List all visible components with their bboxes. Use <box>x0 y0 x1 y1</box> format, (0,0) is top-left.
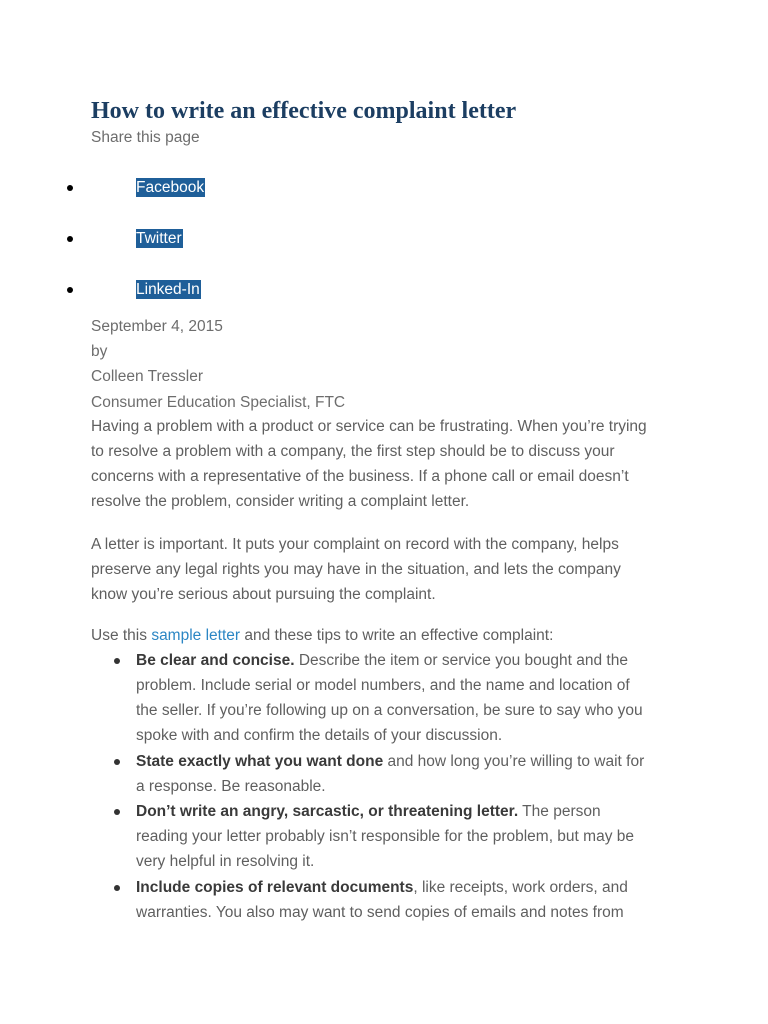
intro-paragraph <box>91 414 691 514</box>
tip-line: reading your letter probably isn’t responsible for the problem, but may be <box>136 828 634 845</box>
bullet-icon <box>114 759 120 765</box>
tip-line: a response. Be reasonable. <box>136 778 326 795</box>
paragraph-line: Having a problem with a product or service can be frustrating. When you’re trying <box>91 418 647 435</box>
tip-item <box>136 648 696 748</box>
tip-line <box>136 875 696 900</box>
paragraph-line: concerns with a representative of the business. If a phone call or email doesn’t <box>91 468 629 485</box>
tips-intro-after: and these tips to write an effective complaint: <box>240 627 554 644</box>
share-item-twitter <box>0 228 768 250</box>
tip-line <box>136 648 696 673</box>
tip-text: The person <box>518 803 601 820</box>
byline-by: by <box>91 343 108 360</box>
tip-item <box>136 875 696 925</box>
bullet-icon <box>114 658 120 664</box>
bullet-icon <box>67 287 73 293</box>
share-item-linkedin <box>0 279 768 301</box>
facebook-link[interactable]: Facebook <box>136 179 205 196</box>
tip-text: and how long you’re willing to wait for <box>383 753 645 770</box>
twitter-link[interactable]: Twitter <box>136 230 182 247</box>
bullet-icon <box>114 885 120 891</box>
tip-line: warranties. You also may want to send copies of emails and notes from <box>136 904 624 921</box>
author-name: Colleen Tressler <box>91 368 203 385</box>
tip-line <box>136 749 696 774</box>
tips-intro-before: Use this <box>91 627 152 644</box>
sample-letter-link[interactable]: sample letter <box>151 627 241 644</box>
tip-line: problem. Include serial or model numbers, and the name and location of <box>136 677 630 694</box>
linkedin-link[interactable]: Linked-In <box>136 281 200 298</box>
tip-item <box>136 799 696 874</box>
tip-heading: Don’t write an angry, sarcastic, or threatening letter. <box>136 803 519 820</box>
publish-date: September 4, 2015 <box>91 318 223 335</box>
tip-line: spoke with and confirm the details of your discussion. <box>136 727 503 744</box>
tip-heading: State exactly what you want done <box>136 753 384 770</box>
tip-heading: Include copies of relevant documents <box>136 879 414 896</box>
paragraph-line: know you’re serious about pursuing the complaint. <box>91 586 436 603</box>
share-label: Share this page <box>91 129 200 146</box>
bullet-icon <box>114 809 120 815</box>
tip-text: Describe the item or service you bought and the <box>294 652 628 669</box>
tip-line: very helpful in resolving it. <box>136 853 315 870</box>
page-title: How to write an effective complaint letter <box>91 98 517 124</box>
paragraph-line: A letter is important. It puts your complaint on record with the company, helps <box>91 536 619 553</box>
tip-text: , like receipts, work orders, and <box>413 879 628 896</box>
author-role: Consumer Education Specialist, FTC <box>91 394 346 411</box>
bullet-icon <box>67 185 73 191</box>
paragraph-line: resolve the problem, consider writing a complaint letter. <box>91 493 470 510</box>
tip-line: the seller. If you’re following up on a conversation, be sure to say who you <box>136 702 643 719</box>
tip-line <box>136 799 696 824</box>
paragraph-line: to resolve a problem with a company, the first step should be to discuss your <box>91 443 615 460</box>
share-item-facebook <box>0 177 768 199</box>
paragraph-line <box>91 623 691 648</box>
tips-intro <box>91 623 691 648</box>
tip-item <box>136 749 696 799</box>
paragraph-line: preserve any legal rights you may have in the situation, and lets the company <box>91 561 621 578</box>
tip-heading: Be clear and concise. <box>136 652 295 669</box>
bullet-icon <box>67 236 73 242</box>
importance-paragraph <box>91 532 691 607</box>
